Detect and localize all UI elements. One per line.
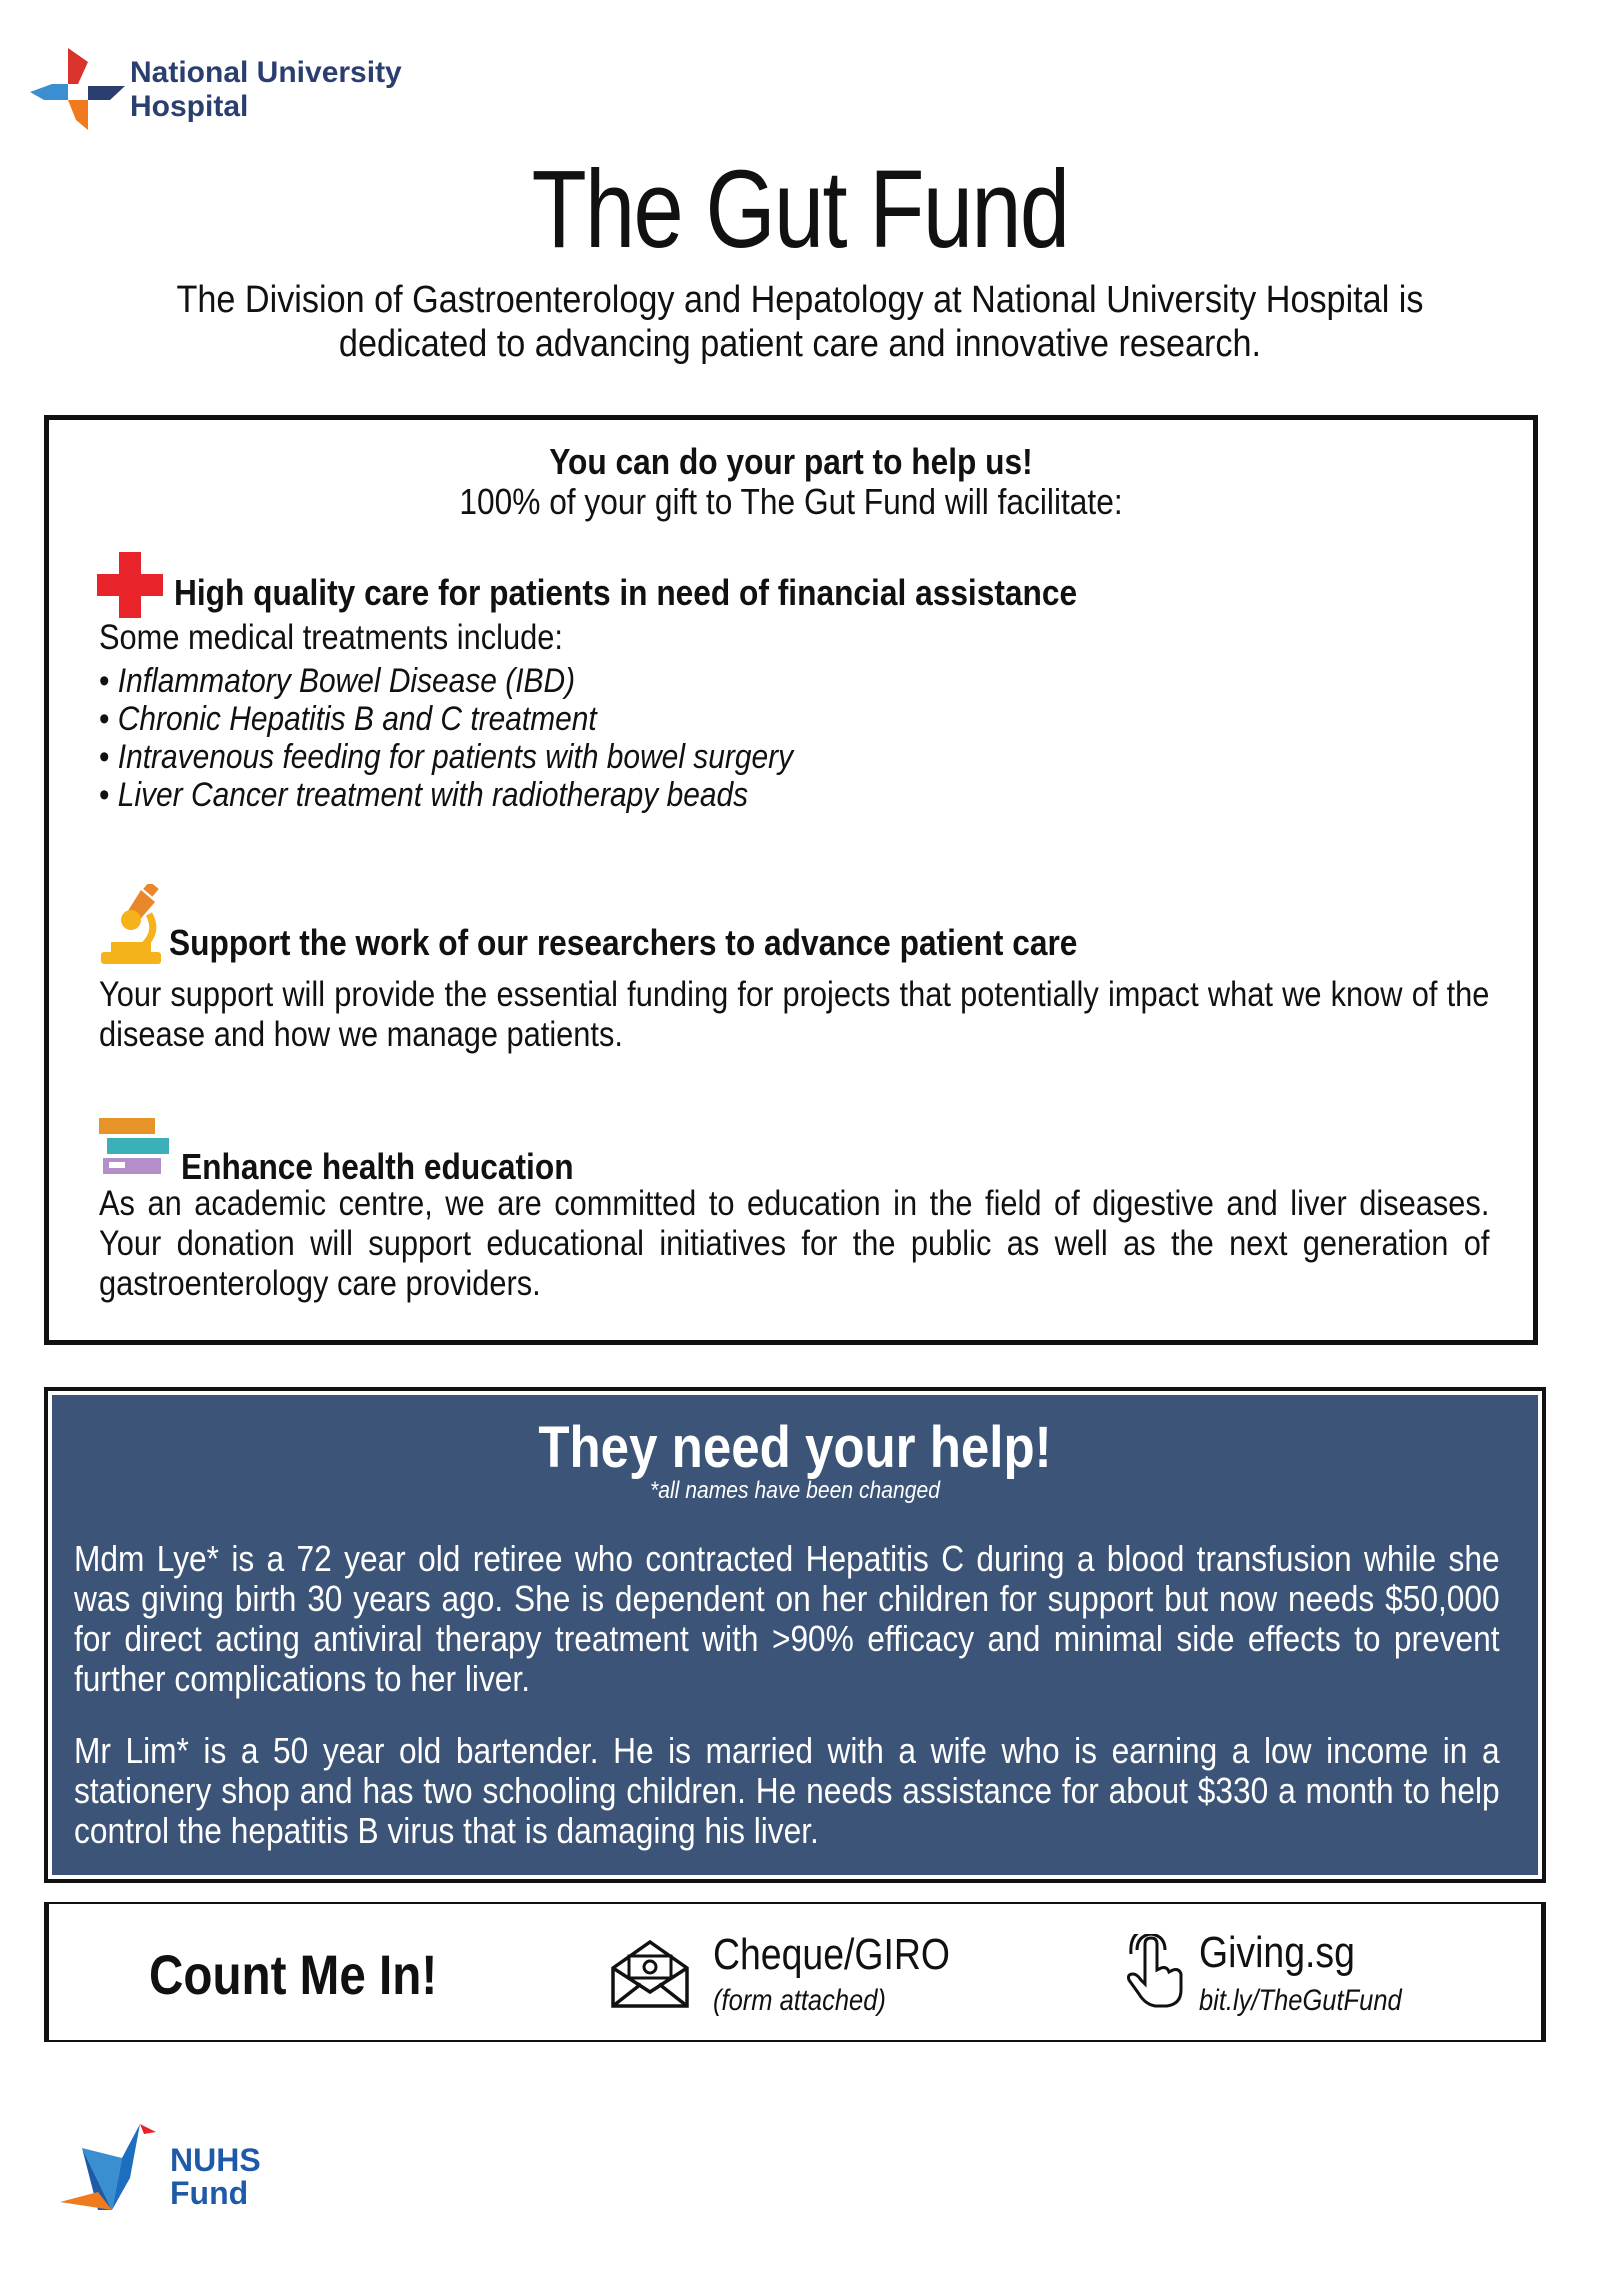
count-me-in-bar <box>44 1902 1546 2042</box>
help-lead-text: 100% of your gift to The Gut Fund will facilitate: <box>459 481 1123 522</box>
giving-sg-option[interactable]: Giving.sg <box>1199 1928 1355 1977</box>
section3-body-wrap <box>99 1184 1519 1304</box>
giving-sg-link[interactable]: bit.ly/TheGutFund <box>1199 1984 1402 2017</box>
cheque-giro-sub: (form attached) <box>713 1984 886 2017</box>
stories-box <box>44 1387 1546 1883</box>
help-lead <box>138 442 1444 522</box>
nuh-logo-line1: National University <box>130 56 402 89</box>
section1-heading-wrap <box>174 572 1594 614</box>
stories-note: *all names have been changed <box>649 1477 941 1504</box>
nuh-cross-icon <box>30 48 125 138</box>
section2-heading-wrap <box>169 922 1589 964</box>
nuh-logo-line2: Hospital <box>130 90 249 123</box>
story-lye: Mdm Lye* is a 72 year old retiree who contracted Hepatitis C during a blood transfusion while she was giving birth 30 years ago. She is dependent on her children for support but now needs $50,000 for direct acting antiviral therapy treatment with >90% efficacy and minimal side effects to prevent further complications to her liver. <box>74 1538 1500 1699</box>
story-lim: Mr Lim* is a 50 year old bartender. He is married with a wife who is earning a low income in a stationery shop and has two schooling children. He needs assistance for about $330 a month to help control the hepatitis B virus that is damaging his liver. <box>74 1730 1500 1851</box>
stories-heading: They need your help! <box>538 1415 1052 1480</box>
red-cross-icon <box>97 552 163 618</box>
nuhs-crane-icon <box>60 2118 170 2218</box>
stories-panel <box>52 1395 1538 1875</box>
section1-intro: Some medical treatments include: <box>99 618 563 657</box>
count-me-in-label: Count Me In! <box>149 1943 438 2006</box>
section2-body: Your support will provide the essential funding for projects that potentially impact what we know of the disease and how we manage patients. <box>99 975 1490 1054</box>
section2-body-wrap <box>99 975 1519 1055</box>
help-lead-bold: You can do your part to help us! <box>549 441 1033 482</box>
section3-heading: Enhance health education <box>181 1146 574 1187</box>
section1-heading: High quality care for patients in need of financial assistance <box>174 572 1078 613</box>
page-subtitle: The Division of Gastroenterology and Hepatology at National University Hospital is dedicated to advancing patient care and innovative research. <box>176 279 1424 365</box>
books-icon <box>97 1116 173 1178</box>
list-item: • Intravenous feeding for patients with bowel surgery <box>99 738 1349 776</box>
nuh-logo <box>30 48 410 138</box>
list-item: • Liver Cancer treatment with radiotherapy beads <box>99 776 1349 814</box>
page-title: The Gut Fund <box>531 148 1069 271</box>
nuhs-logo-line1: NUHS <box>170 2142 261 2178</box>
tap-hand-icon <box>1121 1934 1185 2010</box>
envelope-money-icon <box>609 1938 691 2010</box>
nuhs-logo-line2: Fund <box>170 2175 249 2211</box>
nuhs-fund-logo <box>60 2118 300 2228</box>
section1-body <box>99 618 1519 814</box>
list-item: • Chronic Hepatitis B and C treatment <box>99 700 1349 738</box>
section2-heading: Support the work of our researchers to advance patient care <box>169 922 1078 963</box>
cheque-giro-option[interactable]: Cheque/GIRO <box>713 1930 950 1979</box>
section3-body: As an academic centre, we are committed to education in the field of digestive and liver diseases. Your donation will support educational initiatives for the public as well as the next generation of gastroenterology care providers. <box>99 1184 1490 1303</box>
help-us-box <box>44 415 1538 1345</box>
list-item: • Inflammatory Bowel Disease (IBD) <box>99 662 1349 700</box>
section3-heading-wrap <box>181 1146 1600 1188</box>
microscope-icon <box>97 884 167 968</box>
treatment-list <box>99 662 1349 814</box>
